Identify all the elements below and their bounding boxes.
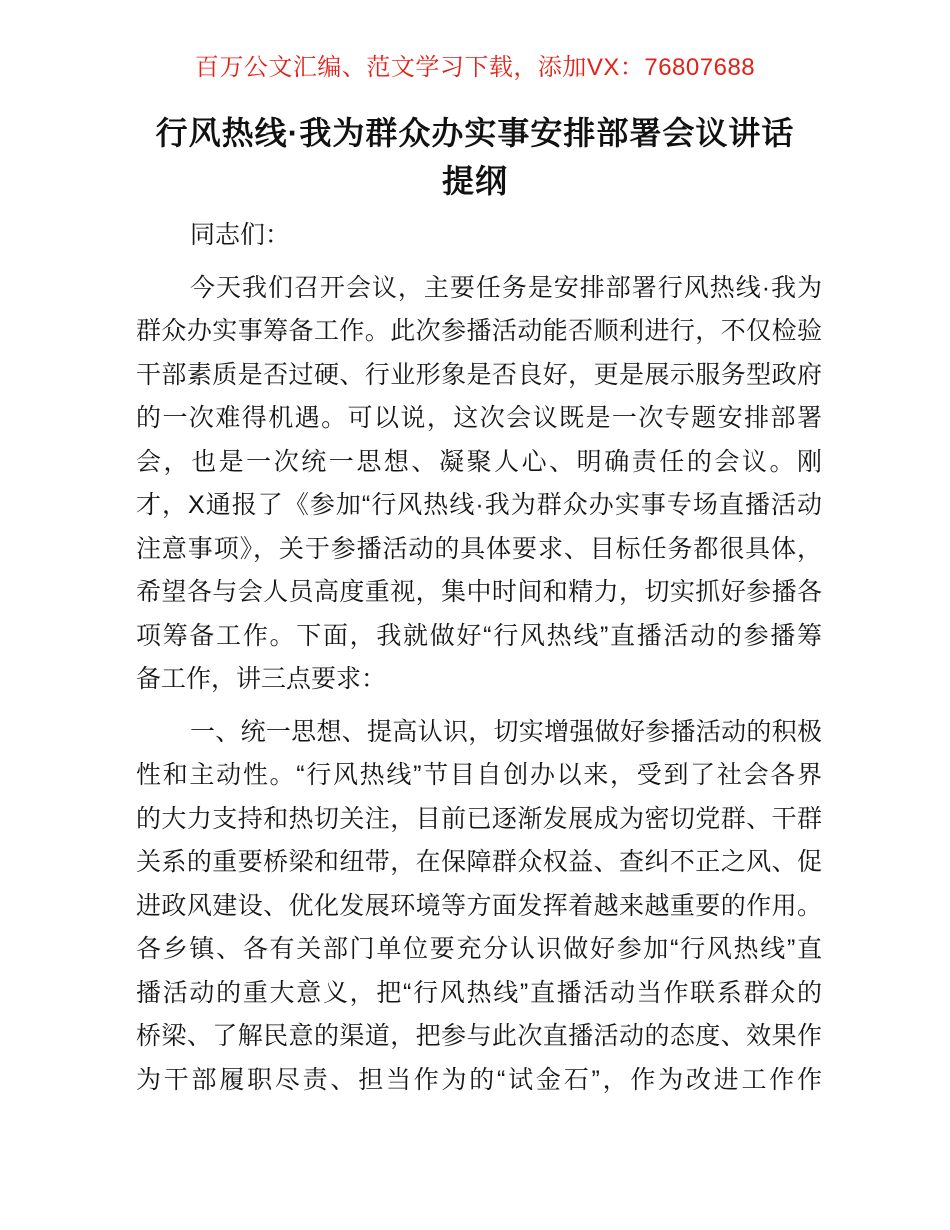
text-line: 各乡镇、各有关部门单位要充分认识做好参加“行风热线”直 xyxy=(136,935,822,963)
doc-title-line-2: 提纲 xyxy=(441,163,508,199)
text-line: 桥梁、了解民意的渠道，把参与此次直播活动的态度、效果作 xyxy=(136,1022,822,1050)
text-line: 为干部履职尽责、担当作为的“试金石”，作为改进工作作 xyxy=(136,1065,822,1094)
text-line: 备工作，讲三点要求： xyxy=(136,665,387,693)
text-line: 今天我们召开会议，主要任务是安排部署行风热线·我为 xyxy=(190,273,822,302)
promo-banner: 百万公文汇编、范文学习下载，添加VX：76807688 xyxy=(194,54,756,81)
text-line: 的一次难得机遇。可以说，这次会议既是一次专题安排部署 xyxy=(136,404,822,432)
salutation xyxy=(136,214,822,258)
doc-title-line-1: 行风热线·我为群众办实事安排部署会议讲话 xyxy=(155,115,795,151)
text-line: 一、统一思想、提高认识，切实增强做好参播活动的积极 xyxy=(190,717,822,746)
text-line: 希望各与会人员高度重视，集中时间和精力，切实抓好参播各 xyxy=(136,578,822,606)
text-line: 同志们： xyxy=(190,221,291,249)
text-line: 项筹备工作。下面，我就做好“行风热线”直播活动的参播筹 xyxy=(136,621,822,650)
text-line: 播活动的重大意义，把“行风热线”直播活动当作联系群众的 xyxy=(136,978,822,1007)
opening-paragraph xyxy=(136,267,822,702)
text-line: 才，X通报了《参加“行风热线·我为群众办实事专场直播活动 xyxy=(136,491,822,519)
text-line: 干部素质是否过硬、行业形象是否良好，更是展示服务型政府 xyxy=(136,360,822,389)
text-line: 进政风建设、优化发展环境等方面发挥着越来越重要的作用。 xyxy=(136,891,822,920)
text-line: 会，也是一次统一思想、凝聚人心、明确责任的会议。刚 xyxy=(136,447,822,476)
text-line: 性和主动性。“行风热线”节目自创办以来，受到了社会各界 xyxy=(136,761,822,789)
doc-title xyxy=(75,109,875,205)
text-line: 的大力支持和热切关注，目前已逐渐发展成为密切党群、干群 xyxy=(136,804,822,833)
text-line: 群众办实事筹备工作。此次参播活动能否顺利进行，不仅检验 xyxy=(136,317,822,345)
doc-body xyxy=(136,214,822,1102)
text-line: 注意事项》，关于参播活动的具体要求、目标任务都很具体， xyxy=(136,534,822,563)
text-line: 关系的重要桥梁和纽带，在保障群众权益、查纠不正之风、促 xyxy=(136,848,822,876)
point-one-paragraph xyxy=(136,711,822,1103)
